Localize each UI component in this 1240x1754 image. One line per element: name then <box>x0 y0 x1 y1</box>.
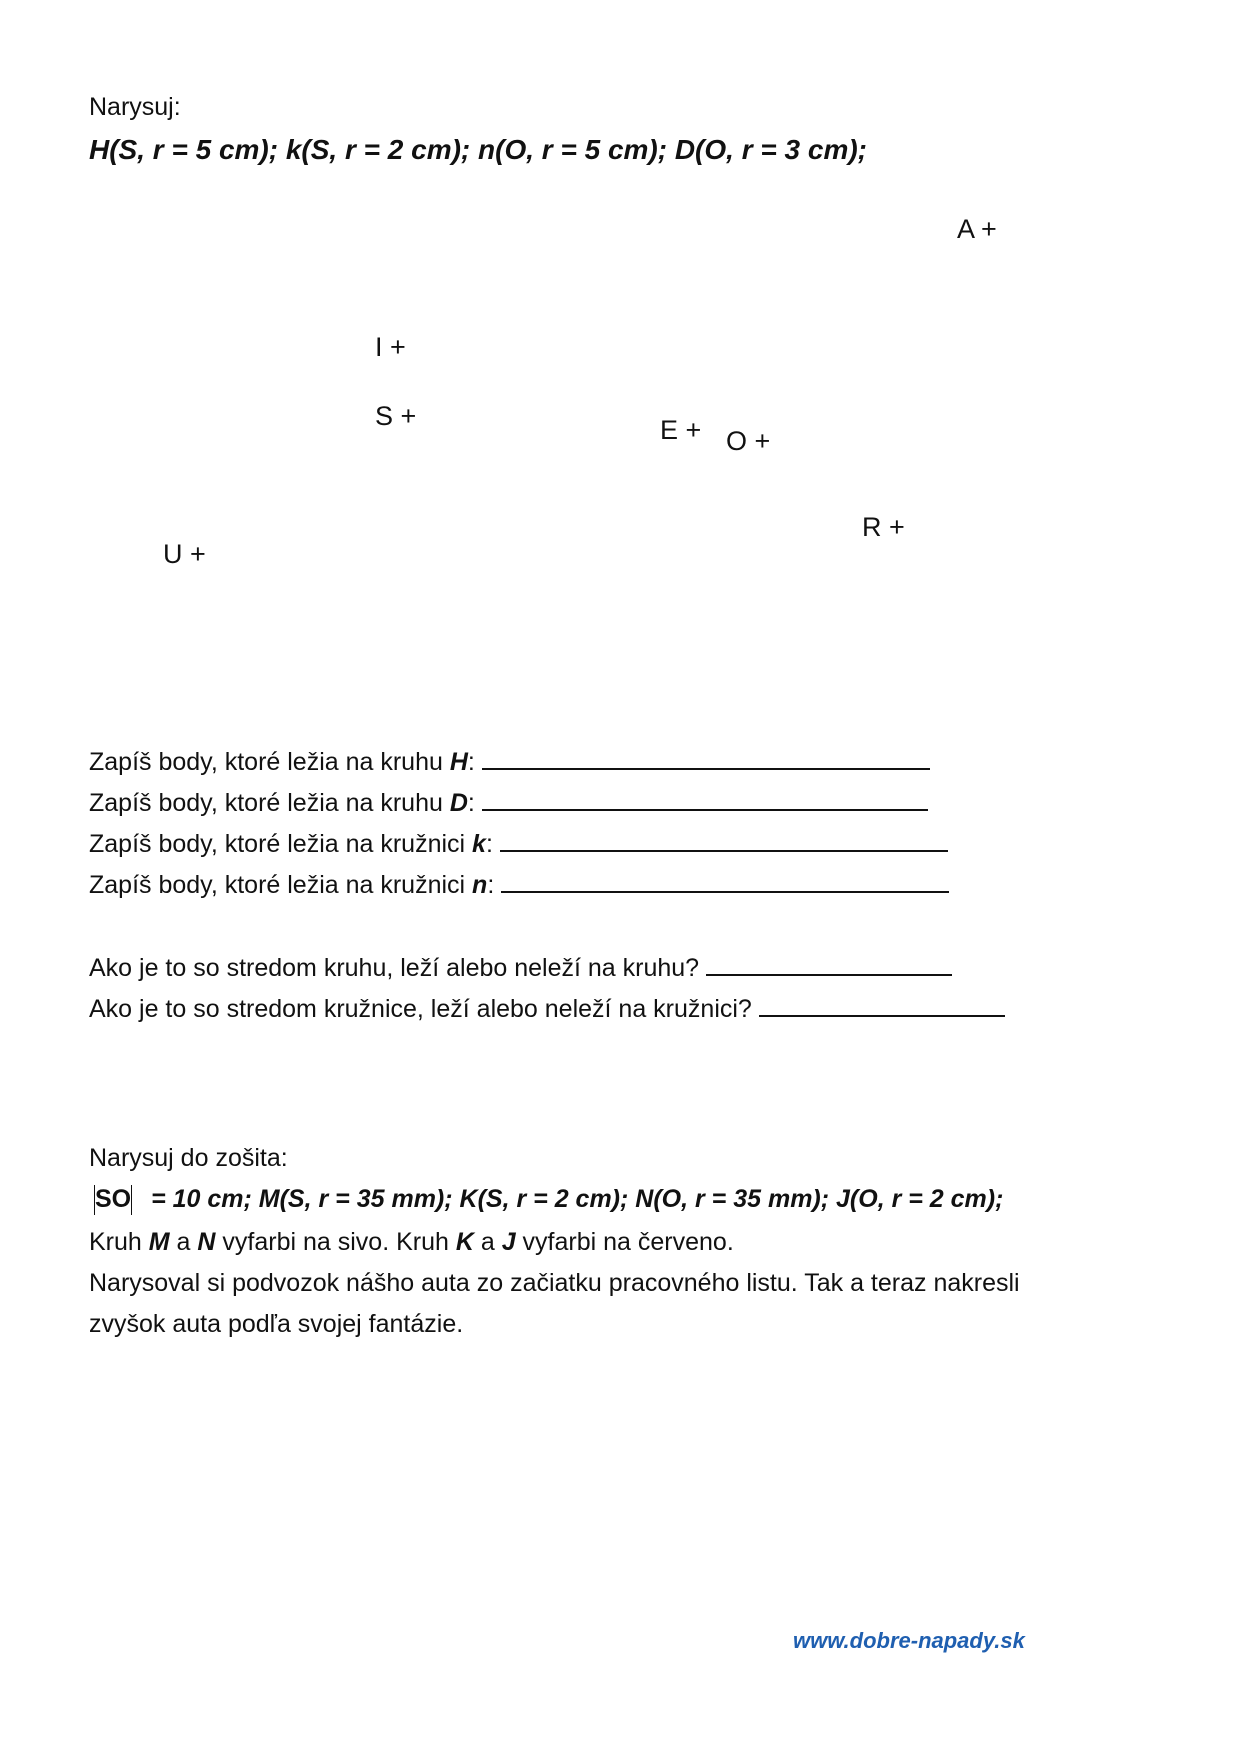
section-heading: Narysuj: <box>89 93 181 121</box>
instruction-line-2: Narysoval si podvozok nášho auta zo začiatku pracovného listu. Tak a teraz nakresli <box>89 1269 1020 1297</box>
center-question-ring: Ako je to so stredom kružnice, leží alebo neleží na kružnici? <box>89 993 1005 1024</box>
point-a: A + <box>957 214 997 244</box>
footer-website-link[interactable]: www.dobre-napady.sk <box>793 1628 1025 1653</box>
point-s: S + <box>375 401 417 431</box>
point-r: R + <box>862 512 905 542</box>
instruction-line-3: zvyšok auta podľa svojej fantázie. <box>89 1310 464 1338</box>
segment-label: SO <box>95 1185 132 1213</box>
formula: H(S, r = 5 cm); k(S, r = 2 cm); n(O, r = 5 cm); D(O, r = 3 cm); <box>89 134 867 165</box>
center-question-circle: Ako je to so stredom kruhu, leží alebo neleží na kruhu? <box>89 952 952 983</box>
question-d: Zapíš body, ktoré ležia na kruhu D: <box>89 787 928 818</box>
point-o: O + <box>726 426 771 456</box>
point-i: I + <box>375 332 406 362</box>
segment-bar-right <box>131 1185 132 1215</box>
question-n: Zapíš body, ktoré ležia na kružnici n: <box>89 869 949 900</box>
section2-heading: Narysuj do zošita: <box>89 1144 288 1172</box>
color-instruction: Kruh M a N vyfarbi na sivo. Kruh K a J vyfarbi na červeno. <box>89 1228 734 1256</box>
point-e: E + <box>660 415 702 445</box>
question-k: Zapíš body, ktoré ležia na kružnici k: <box>89 828 948 859</box>
point-u: U + <box>163 539 206 569</box>
question-h: Zapíš body, ktoré ležia na kruhu H: <box>89 746 930 777</box>
formula2: SO = 10 cm; M(S, r = 35 mm); K(S, r = 2 cm); N(O, r = 35 mm); J(O, r = 2 cm); <box>94 1185 1003 1215</box>
